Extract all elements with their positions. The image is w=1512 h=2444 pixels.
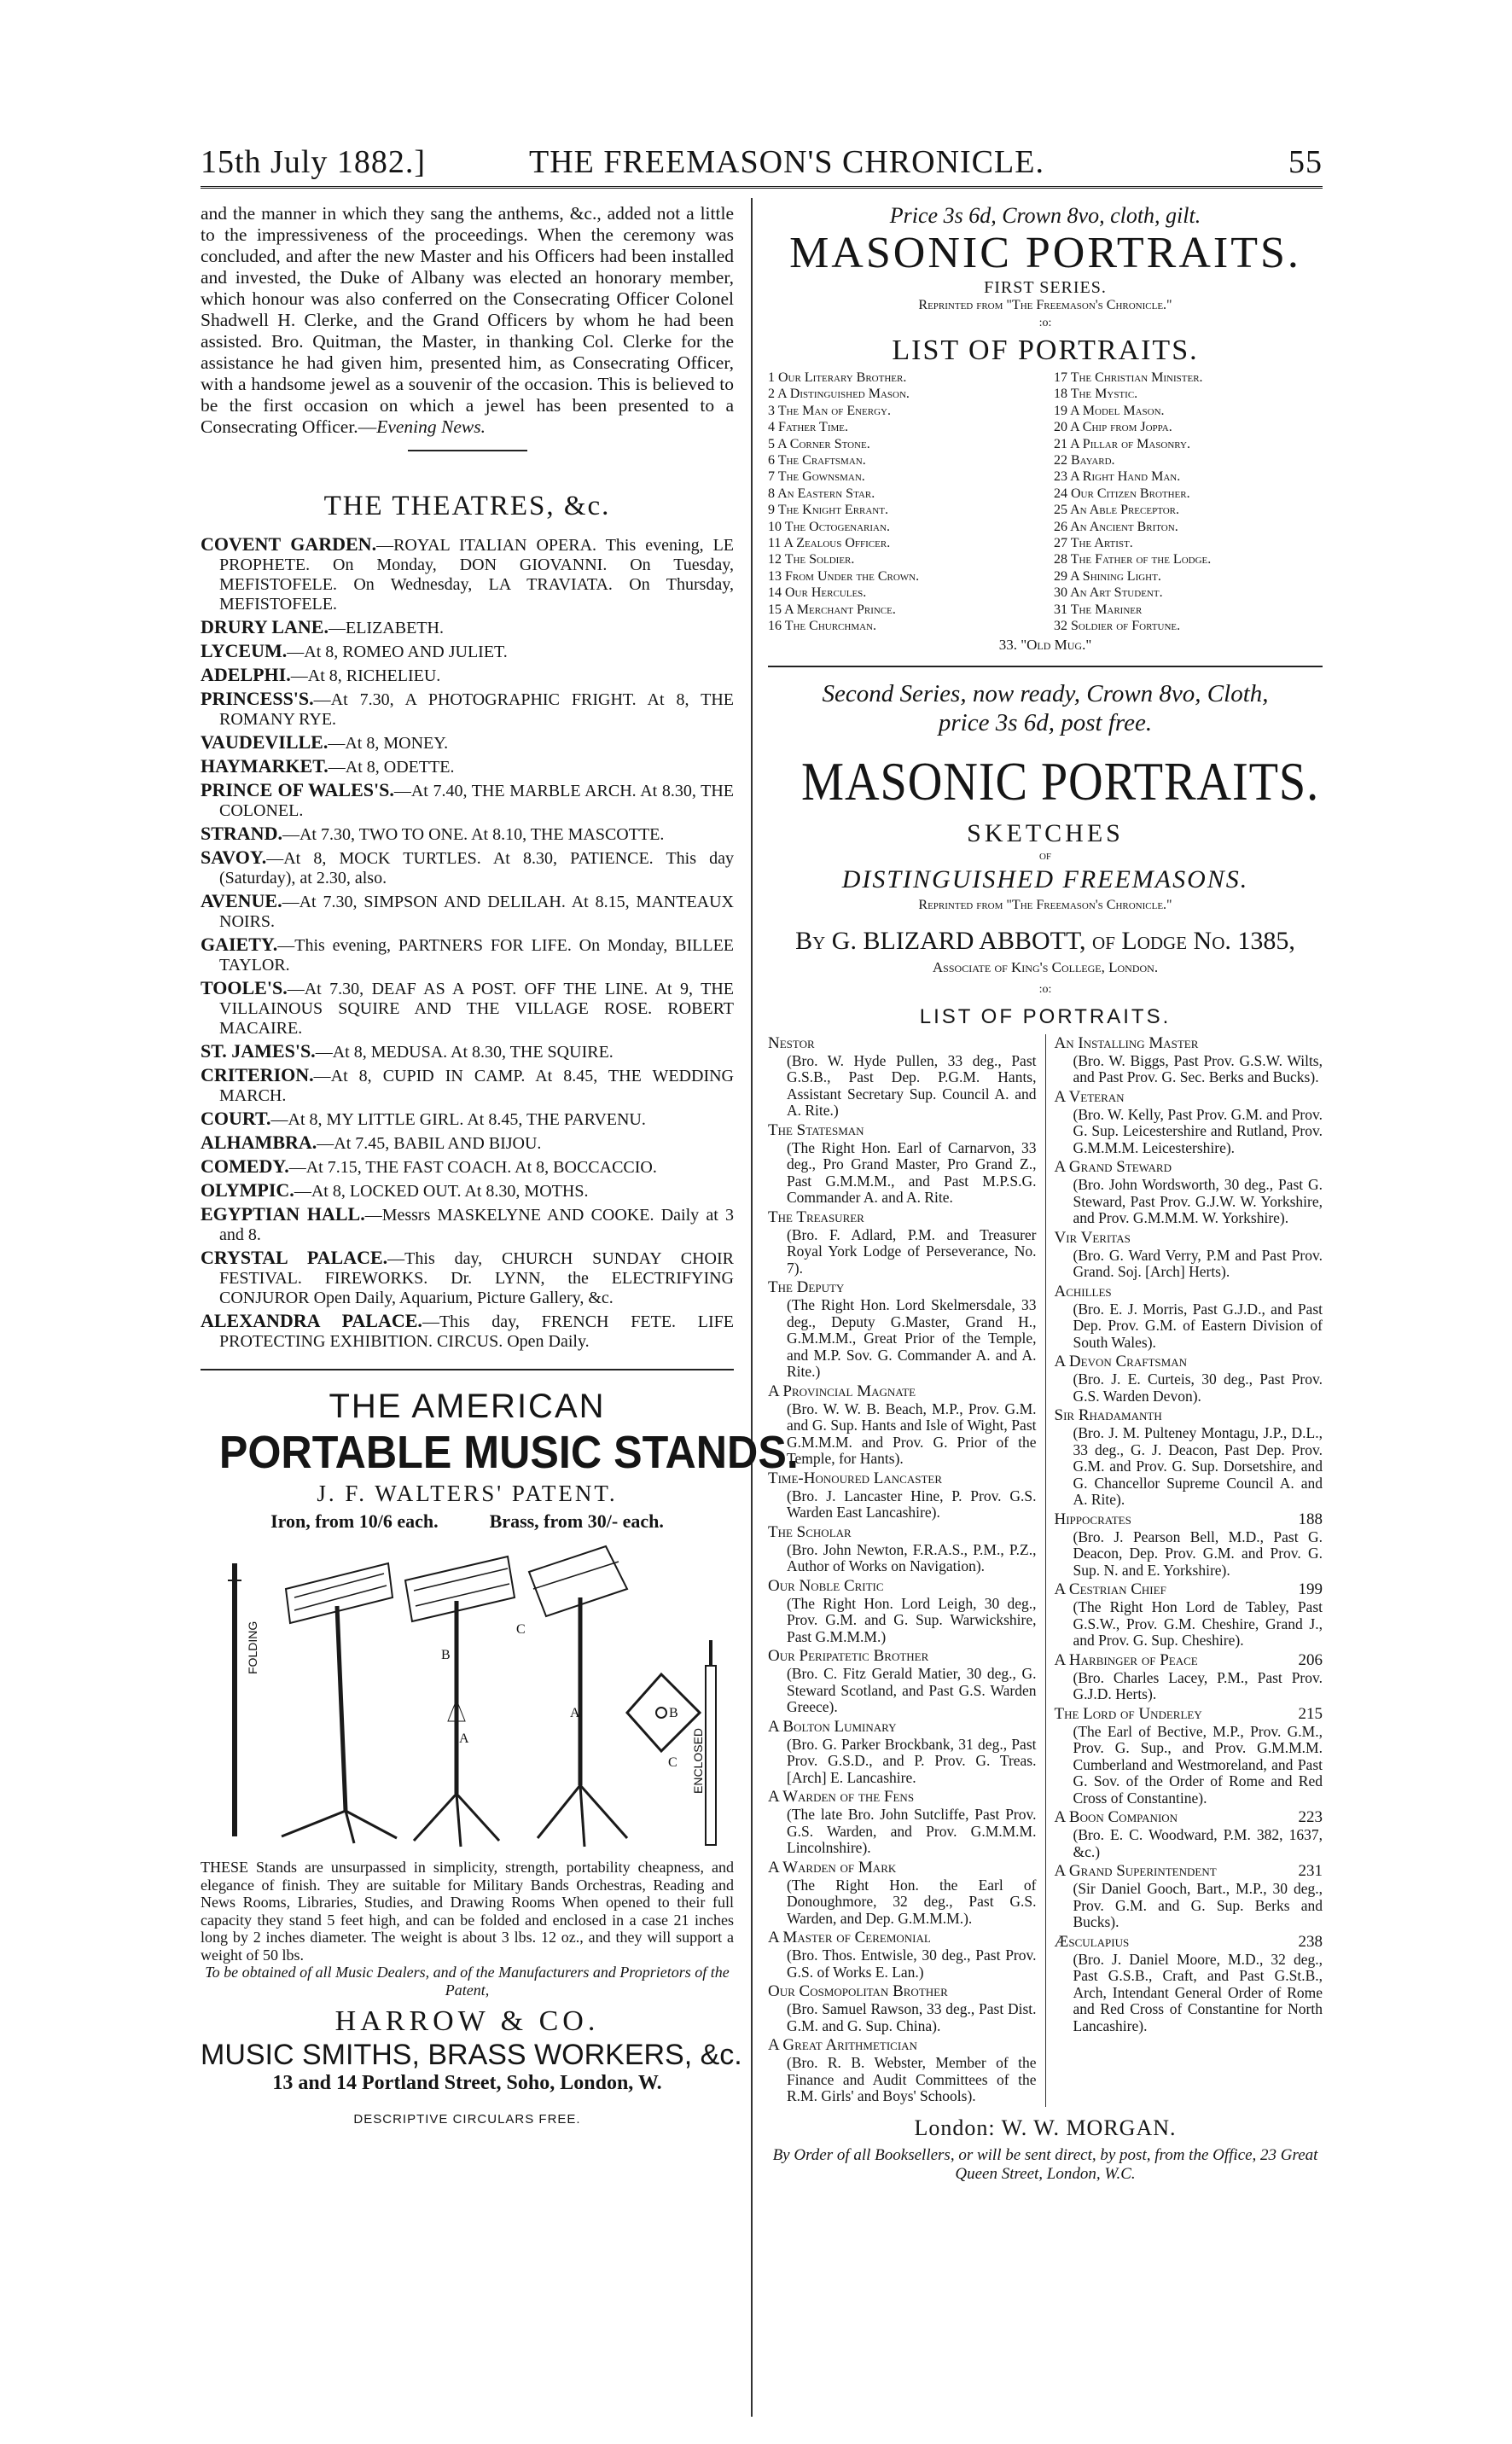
theatre-listing — [201, 641, 734, 662]
portrait-entry-name: Hippocrates — [1054, 1510, 1131, 1528]
portrait-list-item: 7 The Gownsman. — [768, 469, 865, 485]
theatre-listing — [201, 978, 734, 1039]
portrait-list-item: 4 Father Time. — [768, 420, 848, 435]
portrait-list-item: 23 A Right Hand Man. — [1054, 469, 1181, 485]
theatre-listing — [201, 534, 734, 614]
portrait-entry — [1055, 1229, 1323, 1281]
s2-of: OF — [1038, 851, 1052, 862]
theatre-programme: —ELIZABETH. — [328, 619, 444, 637]
theatre-programme: —This evening, PARTNERS FOR LIFE. On Monday, BILLEE TAYLOR. — [219, 936, 734, 975]
portrait-list-item: 30 An Art Student. — [1054, 585, 1163, 601]
s2-list — [768, 1034, 1323, 2107]
theatre-name: ST. JAMES'S. — [201, 1040, 316, 1062]
portrait-entry-name: A Warden of the Fens — [768, 1788, 915, 1806]
portrait-entry — [1055, 1088, 1323, 1157]
theatre-programme: —At 7.30, A PHOTOGRAPHIC FRIGHT. At 8, THE ROMANY RYE. — [219, 690, 734, 729]
theatre-listing — [201, 689, 734, 730]
portrait-entry-description: (Bro. Samuel Rawson, 33 deg., Past Dist. G.M. and G. Sup. China). — [787, 2000, 1037, 2034]
theatre-programme: —At 8, MONEY. — [328, 734, 449, 753]
portrait-entry-number: 238 — [1298, 1932, 1323, 1951]
s1-list-left — [768, 370, 1037, 635]
portrait-entry — [1055, 1406, 1323, 1509]
portrait-entry-name: Our Peripatetic Brother — [768, 1647, 929, 1665]
s1-list-title: LIST OF PORTRAITS. — [892, 335, 1199, 366]
portrait-entry-heading — [768, 1647, 1037, 1666]
portrait-list-item: 13 From Under the Crown. — [768, 568, 920, 584]
s1-title: MASONIC PORTRAITS. — [789, 229, 1301, 277]
column-divider — [751, 198, 753, 2417]
portrait-entry-heading — [1055, 1580, 1323, 1599]
portrait-entry-number: 223 — [1298, 1808, 1323, 1826]
portrait-entry-description: (Bro. W. Kelly, Past Prov. G.M. and Prov. G. Sup. Leicestershire and Rutland, Prov. G.M.M.M. Leicestershire). — [1073, 1105, 1323, 1156]
portrait-entry-heading — [1055, 1705, 1323, 1724]
theatre-programme: —At 8, MEDUSA. At 8.30, THE SQUIRE. — [315, 1043, 614, 1062]
theatre-listing — [201, 780, 734, 821]
portrait-entry-description: (Bro. G. Ward Verry, P.M and Past Prov. Grand. Soj. [Arch] Herts). — [1073, 1246, 1323, 1280]
ad-price-brass: Brass, from 30/- each. — [489, 1510, 664, 1532]
theatre-name: VAUDEVILLE. — [201, 731, 329, 753]
s2-order: By Order of all Booksellers, or will be sent direct, by post, from the Office, 23 Great Queen Street, London, W.C. — [772, 2145, 1318, 2183]
theatre-programme: —At 7.15, THE FAST COACH. At 8, BOCCACCIO. — [288, 1158, 657, 1177]
portrait-entry — [1055, 1580, 1323, 1650]
label-folding: FOLDING — [246, 1621, 259, 1674]
portrait-entry-heading — [768, 1982, 1037, 2001]
theatre-listing — [201, 1041, 734, 1062]
portrait-entry — [1055, 1283, 1323, 1352]
portrait-entry-heading — [768, 2036, 1037, 2055]
portrait-list-item: 17 The Christian Minister. — [1054, 370, 1203, 385]
ad-trade: MUSIC SMITHS, BRASS WORKERS, &c. — [201, 2039, 742, 2071]
portrait-entry-description: (The Earl of Bective, M.P., Prov. G.M., Prov. G. Sup., and Prov. G.M.M.M. Cumberland and Westmoreland, and Past G. Sov. of the Order of Rome and Red Cross of Constantine). — [1073, 1722, 1323, 1807]
stand-right — [529, 1546, 627, 1847]
portrait-entry-number: 188 — [1298, 1510, 1323, 1528]
portrait-entry — [768, 1788, 1037, 1857]
theatre-name: EGYPTIAN HALL. — [201, 1203, 365, 1225]
portrait-entry-description: (Bro. R. B. Webster, Member of the Finance and Audit Committees of the R.M. Girls' and Boys' Schools). — [787, 2054, 1037, 2104]
right-column — [768, 203, 1323, 2184]
portrait-list-item: 11 A Zealous Officer. — [768, 536, 891, 551]
portrait-entry-description: (Bro. J. Daniel Moore, M.D., 32 deg., Past G.S.B., Craft, and Past G.St.B., Arch, Intendant General Order of Rome and Red Cross of Constantine for North Lancashire). — [1073, 1950, 1323, 2034]
portrait-entry-description: (Bro. John Newton, F.R.A.S., P.M., P.Z., Author of Works on Navigation). — [787, 1540, 1037, 1574]
theatre-name: STRAND. — [201, 823, 282, 844]
portrait-entry-number: 231 — [1298, 1862, 1323, 1880]
theatre-listing — [201, 1156, 734, 1178]
portrait-list-item: 9 The Knight Errant. — [768, 503, 888, 518]
ad-prices — [201, 1510, 734, 1533]
s2-list-left — [768, 1034, 1046, 2107]
s2-publisher: London: W. W. MORGAN. — [914, 2115, 1177, 2140]
portrait-list-item: 3 The Man of Energy. — [768, 403, 891, 418]
s1-reprint: Reprinted from "The Freemason's Chronicle." — [918, 298, 1172, 312]
portrait-entry — [768, 1929, 1037, 1981]
portrait-entry-number: 215 — [1298, 1704, 1323, 1723]
portrait-entry-name: The Lord of Underley — [1054, 1704, 1202, 1723]
portrait-entry-description: (Bro. F. Adlard, P.M. and Treasurer Royal York Lodge of Perseverance, No. 7). — [787, 1225, 1037, 1277]
portrait-entry — [1055, 1034, 1323, 1086]
theatre-name: AVENUE. — [201, 890, 282, 911]
portrait-entry — [768, 2036, 1037, 2105]
theatre-programme: —At 8, ODETTE. — [328, 758, 455, 777]
portrait-entry-name: The Deputy — [768, 1278, 845, 1296]
portrait-entry-name: A Provincial Magnate — [768, 1382, 916, 1400]
portrait-list-item: 27 The Artist. — [1054, 536, 1133, 551]
portrait-entry-heading — [768, 1929, 1037, 1947]
theatre-name: COVENT GARDEN. — [201, 533, 377, 555]
portrait-list-item: 25 An Able Preceptor. — [1054, 503, 1179, 518]
portrait-entry-name: A Bolton Luminary — [768, 1717, 897, 1736]
portrait-list-item: 22 Bayard. — [1054, 453, 1115, 468]
s2-reprint: Reprinted from "The Freemason's Chronicle." — [918, 897, 1172, 912]
theatre-name: CRYSTAL PALACE. — [201, 1247, 388, 1268]
s2-title: MASONIC PORTRAITS. — [801, 750, 1320, 812]
theatre-listing — [201, 847, 734, 888]
portrait-entry — [768, 1469, 1037, 1522]
portrait-entry-description: (The Right Hon. Lord Leigh, 30 deg., Prov. G.M. and G. Sup. Warwickshire, Past G.M.M.M.) — [787, 1594, 1037, 1645]
portrait-entry — [768, 1121, 1037, 1207]
page-header — [201, 143, 1323, 186]
s1-list-right — [1037, 370, 1323, 635]
stand-left — [282, 1563, 397, 1843]
label-c: C — [516, 1622, 526, 1637]
portrait-list-item: 19 A Model Mason. — [1054, 403, 1165, 418]
theatre-listing — [201, 732, 734, 754]
portrait-list-item: 20 A Chip from Joppa. — [1054, 420, 1172, 435]
ad-address: 13 and 14 Portland Street, Soho, London, W. — [272, 2072, 662, 2094]
header-page-number: 55 — [1288, 144, 1323, 180]
portrait-entry-name: A Grand Superintendent — [1054, 1862, 1217, 1880]
intro-paragraph: and the manner in which they sang the anthems, &c., added not a little to the impressiveness of the proceedings. When the ceremony was concluded, and after the new Master and his Officers had been installed and invested, the Duke of Albany was elected an honorary member, which honour was also conferred on the Consecrating Officer Colonel Shadwell H. Clerke, and the Grand Officers by whom he had been assisted. Bro. Quitman, the Master, in thanking Col. Clerke for the assistance he had given him, presented him, as Consecrating Officer, with a handsome jewel as a souvenir of the occasion. This is believed to be the first occasion on which a jewel has been presented to a Consecrating Officer.—Evening News. — [201, 203, 734, 437]
theatre-listing — [201, 756, 734, 777]
portrait-entry-name: A Devon Craftsman — [1054, 1353, 1187, 1370]
theatre-programme: —At 8, LOCKED OUT. At 8.30, MOTHS. — [294, 1182, 589, 1201]
portrait-entry-description: (The late Bro. John Sutcliffe, Past Prov. G.S. Warden, and Prov. G.M.M.M. Lincolnshire). — [787, 1806, 1037, 1856]
theatre-name: PRINCE OF WALES'S. — [201, 779, 394, 800]
portrait-entry-description: (Bro. E. J. Morris, Past G.J.D., and Past Dep. Prov. G.M. of Eastern Division of South Wales). — [1073, 1300, 1323, 1351]
portrait-entry — [768, 1208, 1037, 1277]
portrait-entry-heading — [768, 1577, 1037, 1596]
portrait-entry-heading — [1055, 1510, 1323, 1529]
portrait-entry-name: A Grand Steward — [1054, 1158, 1172, 1176]
portrait-entry-description: (Bro. W. W. B. Beach, M.P., Prov. G.M. and G. Sup. Hants and Isle of Wight, Past G.M.M.M. and Prov. G. Prior of the Temple, for Hants). — [787, 1399, 1037, 1467]
portrait-entry-heading — [768, 1034, 1037, 1053]
theatre-name: DRURY LANE. — [201, 616, 329, 637]
intro-source: Evening News. — [376, 416, 486, 437]
portrait-entry-heading — [1055, 1808, 1323, 1827]
ad-line-patent: J. F. WALTERS' PATENT. — [317, 1481, 618, 1506]
portrait-entry-name: The Scholar — [768, 1522, 852, 1541]
portrait-entry-name: A Cestrian Chief — [1054, 1580, 1166, 1598]
portrait-list-item: 15 A Merchant Prince. — [768, 602, 896, 617]
theatre-programme: —At 8, MY LITTLE GIRL. At 8.45, THE PARVENU. — [270, 1110, 646, 1129]
theatre-name: CRITERION. — [201, 1064, 314, 1085]
theatre-listing — [201, 1065, 734, 1106]
theatre-name: TOOLE'S. — [201, 977, 288, 998]
portrait-entry-name: A Harbinger of Peace — [1054, 1650, 1198, 1669]
theatre-name: COMEDY. — [201, 1155, 289, 1177]
portrait-entry-name: A Great Arithmetician — [768, 2036, 917, 2054]
label-b: B — [441, 1648, 451, 1662]
s1-price: Price 3s 6d, Crown 8vo, cloth, gilt. — [889, 203, 1201, 228]
portrait-entry — [768, 1523, 1037, 1575]
portrait-entry-name: Sir Rhadamanth — [1054, 1406, 1162, 1424]
theatre-programme: —At 8, MOCK TURTLES. At 8.30, PATIENCE. This day (Saturday), at 2.30, also. — [219, 849, 734, 887]
ad-price-iron: Iron, from 10/6 each. — [270, 1510, 439, 1532]
portrait-entry — [768, 1859, 1037, 1928]
portrait-entry-name: A Boon Companion — [1054, 1808, 1178, 1826]
theatres-heading: THE THEATRES, &c. — [323, 491, 611, 521]
s2-author: By G. BLIZARD ABBOTT, of Lodge No. 1385, — [795, 926, 1295, 955]
portrait-entry — [1055, 1862, 1323, 1931]
portrait-list-item: 14 Our Hercules. — [768, 585, 867, 601]
portrait-list-item: 28 The Father of the Lodge. — [1054, 552, 1212, 567]
theatre-name: COURT. — [201, 1108, 271, 1129]
ad-body: THESE Stands are unsurpassed in simplicity, strength, portability cheapness, and elegance of finish. They are suitable for Military Bands Orchestras, Reading and News Rooms, Libraries, Studies, and Drawing Rooms When opened to their full capacity they stand 5 feet high, and can be folded and enclosed in a case 21 inches long by 2 inches diameter. The weight is about 3 lbs. 12 oz., and they will support a weight of 50 lbs. — [201, 1859, 734, 1964]
portrait-list-item: 8 An Eastern Star. — [768, 486, 875, 501]
s2-separator: :o: — [1038, 982, 1052, 996]
s1-rule — [768, 666, 1323, 667]
theatres-list — [201, 534, 734, 1352]
portrait-entry-heading — [768, 1788, 1037, 1807]
theatre-name: ADELPHI. — [201, 664, 291, 685]
portrait-entry-heading — [1055, 1353, 1323, 1371]
s2-intro1: Second Series, now ready, Crown 8vo, Cloth, — [822, 679, 1269, 707]
s1-sub: FIRST SERIES. — [984, 278, 1107, 297]
theatre-name: PRINCESS'S. — [201, 688, 314, 709]
portrait-list-item: 18 The Mystic. — [1054, 387, 1138, 402]
portrait-list-item: 6 The Craftsman. — [768, 453, 866, 468]
portrait-entry-heading — [768, 1469, 1037, 1488]
theatre-listing — [201, 891, 734, 932]
portrait-list-item: 32 Soldier of Fortune. — [1054, 619, 1181, 634]
portrait-entry — [1055, 1651, 1323, 1703]
theatre-listing — [201, 665, 734, 686]
portrait-entry-heading — [768, 1523, 1037, 1542]
intro-text: and the manner in which they sang the anthems, &c., added not a little to the impressiveness of the proceedings. When the ceremony was concluded, and after the new Master and his Officers had been installed and invested, the Duke of Albany was elected an honorary member, which honour was also conferred on the Consecrating Officer Colonel Shadwell H. Clerke, and the Grand Officers by whom he had been assisted. Bro. Quitman, the Master, in thanking Col. Clerke for the assistance he had given him, presented him, as Consecrating Officer, with a handsome jewel as a souvenir of the occasion. This is believed to be the first occasion on which a jewel has been presented to a Consecrating Officer. — [201, 203, 734, 437]
portrait-entry-description: (Bro. E. C. Woodward, P.M. 382, 1637, &c.) — [1073, 1826, 1323, 1860]
portrait-entry-description: (Bro. G. Parker Brockbank, 31 deg., Past Prov. G.S.D., and P. Prov. G. Treas. [Arch] E. Lancashire. — [787, 1735, 1037, 1786]
portrait-entry-number: 206 — [1298, 1650, 1323, 1669]
portrait-list-item: 12 The Soldier. — [768, 552, 855, 567]
theatre-listing — [201, 1204, 734, 1245]
portrait-entry-name: The Statesman — [768, 1120, 864, 1139]
portrait-entry-heading — [1055, 1651, 1323, 1670]
portrait-entry — [1055, 1933, 1323, 2035]
portrait-entry — [1055, 1808, 1323, 1860]
portrait-entry-description: (The Right Hon. Lord Skelmersdale, 33 deg., Deputy G.Master, Grand H., G.M.M.M., Great Prior of the Temple, and M.P. Sov. G. Commander A. and A. Rite.) — [787, 1296, 1037, 1380]
theatre-listing — [201, 934, 734, 975]
label-a-detail: A — [570, 1706, 580, 1720]
portrait-entry-heading — [1055, 1283, 1323, 1301]
theatre-name: GAIETY. — [201, 934, 278, 955]
theatre-programme: —At 7.45, BABIL AND BIJOU. — [317, 1134, 542, 1153]
stand-detail-diamond — [627, 1674, 700, 1751]
s2-assoc: Associate of King's College, London. — [932, 958, 1159, 975]
portrait-entry-heading — [1055, 1034, 1323, 1053]
portrait-entry-name: Æsculapius — [1054, 1932, 1130, 1951]
portrait-entry-name: A Master of Ceremonial — [768, 1929, 931, 1946]
theatre-programme: —At 8, ROMEO AND JULIET. — [287, 643, 508, 661]
theatre-listing — [201, 1109, 734, 1130]
portrait-entry-name: A Warden of Mark — [768, 1858, 897, 1877]
portrait-entry-name: The Treasurer — [768, 1207, 864, 1226]
theatre-programme: —At 7.30, DEAF AS A POST. OFF THE LINE. At 9, THE VILLAINOUS SQUIRE AND THE VILLAGE ROSE. ROBERT MACAIRE. — [219, 980, 734, 1038]
ad-firm: HARROW & CO. — [334, 2005, 600, 2037]
portrait-entry-number: 199 — [1298, 1580, 1323, 1598]
folding-stand — [228, 1563, 241, 1836]
portrait-entry-name: Achilles — [1054, 1282, 1112, 1301]
portrait-list-item: 31 The Mariner — [1054, 602, 1143, 617]
s1-separator: :o: — [1038, 317, 1052, 329]
portrait-entry-description: (Sir Daniel Gooch, Bart., M.P., 30 deg., Prov. G.M. and G. Sup. Berks and Bucks). — [1073, 1880, 1323, 1930]
theatre-listing — [201, 1248, 734, 1308]
music-stand-ad — [201, 1388, 799, 2127]
theatre-listing — [201, 1311, 734, 1352]
portrait-list-item: 5 A Corner Stone. — [768, 436, 870, 451]
theatre-name: ALHAMBRA. — [201, 1132, 317, 1153]
s2-list-title: LIST OF PORTRAITS. — [919, 1004, 1172, 1028]
theatre-name: LYCEUM. — [201, 640, 288, 661]
ad-line-american: THE AMERICAN — [329, 1388, 606, 1425]
portrait-entry — [768, 1278, 1037, 1381]
s1-list — [768, 370, 1323, 635]
portrait-entry-heading — [768, 1859, 1037, 1877]
portrait-entry — [1055, 1510, 1323, 1580]
portrait-entry-name: Vir Veritas — [1054, 1228, 1131, 1247]
theatre-listing — [201, 617, 734, 638]
portrait-entry-description: (The Right Hon. Earl of Carnarvon, 33 deg., Pro Grand Master, Pro Grand Z., Past G.M.M.M., and Past M.P.S.G. Commander A. and A. Rite. — [787, 1138, 1037, 1206]
theatre-programme: —This day, CHURCH SUNDAY CHOIR FESTIVAL. FIREWORKS. Dr. LYNN, the ELECTRIFYING CONJUROR Open Daily, Aquarium, Picture Gallery, &c. — [219, 1249, 734, 1307]
s2-distinguished: DISTINGUISHED FREEMASONS. — [841, 864, 1249, 893]
theatre-name: OLYMPIC. — [201, 1179, 294, 1201]
theatre-name: SAVOY. — [201, 847, 267, 868]
portrait-list-item: 16 The Churchman. — [768, 619, 876, 634]
portrait-entry-description: (Bro. John Wordsworth, 30 deg., Past G. Steward, Past Prov. G.J.W. W. Yorkshire, and Prov. G.M.M.M. W. Yorkshire). — [1073, 1176, 1323, 1226]
theatre-name: HAYMARKET. — [201, 755, 329, 777]
portrait-entry-heading — [768, 1208, 1037, 1227]
label-enclosed: ENCLOSED — [691, 1727, 705, 1794]
ad-body-obtained: To be obtained of all Music Dealers, and of the Manufacturers and Proprietors of the Patent, — [205, 1964, 730, 1999]
music-stands-illustration — [201, 1538, 734, 1853]
portrait-entry — [1055, 1705, 1323, 1807]
portrait-entry-description: (Bro. W. Biggs, Past Prov. G.S.W. Wilts, and Past Prov. G. Sec. Berks and Bucks). — [1073, 1051, 1323, 1085]
enclosed-case — [706, 1640, 716, 1845]
theatre-programme: —At 7.40, THE MARBLE ARCH. At 8.30, THE COLONEL. — [219, 782, 734, 820]
portrait-entry-heading — [1055, 1229, 1323, 1248]
portrait-list-item: 21 A Pillar of Masonry. — [1054, 436, 1190, 451]
portrait-entry-description: (Bro. J. Pearson Bell, M.D., Past G. Deacon, Dep. Prov. G.M. and Prov. G. Sup. N. and E. Yorkshire). — [1073, 1528, 1323, 1579]
portrait-list-item: 29 A Shining Light. — [1054, 568, 1161, 584]
portrait-entry-heading — [1055, 1406, 1323, 1425]
portrait-entry-heading — [1055, 1088, 1323, 1107]
portrait-entry-name: Time-Honoured Lancaster — [768, 1469, 943, 1487]
portrait-list-item: 26 An Ancient Briton. — [1054, 519, 1178, 534]
s2-sketches: SKETCHES — [967, 818, 1124, 847]
s2-list-right — [1046, 1034, 1323, 2107]
portrait-entry-description: (Bro. W. Hyde Pullen, 33 deg., Past G.S.B., Past Dep. P.G.M. Hants, Assistant Secretary Sup. Council A. and A. Rite.) — [787, 1051, 1037, 1119]
portrait-entry — [768, 1718, 1037, 1787]
header-title: THE FREEMASON'S CHRONICLE. — [529, 144, 1044, 180]
portrait-entry-heading — [1055, 1933, 1323, 1952]
portrait-entry-name: Nestor — [768, 1033, 815, 1052]
label-a: A — [459, 1731, 469, 1746]
portrait-entry — [768, 1647, 1037, 1716]
ad-line-portable: PORTABLE MUSIC STANDS. — [218, 1427, 799, 1478]
portrait-list-item: 1 Our Literary Brother. — [768, 370, 907, 385]
ad-circulars: DESCRIPTIVE CIRCULARS FREE. — [353, 2112, 581, 2127]
portrait-entry-description: (Bro. J. Lancaster Hine, P. Prov. G.S. Warden East Lancashire). — [787, 1487, 1037, 1521]
theatre-programme: —At 8, CUPID IN CAMP. At 8.45, THE WEDDING MARCH. — [219, 1067, 734, 1105]
theatre-listing — [201, 1132, 734, 1154]
theatre-programme: —At 7.30, SIMPSON AND DELILAH. At 8.15, MANTEAUX NOIRS. — [219, 893, 734, 931]
portrait-entry — [1055, 1353, 1323, 1405]
portrait-entry — [768, 1382, 1037, 1468]
portrait-entry-name: Our Noble Critic — [768, 1576, 884, 1595]
portrait-entry-heading — [1055, 1158, 1323, 1177]
s1-last: 33. "Old Mug." — [998, 636, 1092, 653]
portrait-entry-description: (The Right Hon. the Earl of Donoughmore, 32 deg., Past G.S. Warden, and Dep. G.M.M.M.). — [787, 1876, 1037, 1927]
ad-top-rule — [201, 1369, 734, 1370]
portrait-entry-description: (Bro. J. M. Pulteney Montagu, J.P., D.L., 33 deg., G. J. Deacon, Past Dep. Prov. G.M. and Prov. G. Sup. Dorsetshire, and G. Chancellor Supreme Council A. and A. Rite). — [1073, 1424, 1323, 1508]
portrait-entry — [768, 1982, 1037, 2034]
portrait-entry — [1055, 1158, 1323, 1227]
header-rule — [201, 186, 1323, 189]
theatre-name: ALEXANDRA PALACE. — [201, 1310, 422, 1331]
portrait-entry-heading — [768, 1382, 1037, 1401]
portrait-entry-description: (The Right Hon Lord de Tabley, Past G.S.W., Prov. G.M. Cheshire, Grand J., and Prov. G. Sup. Cheshire). — [1073, 1598, 1323, 1649]
portrait-entry-description: (Bro. J. E. Curteis, 30 deg., Past Prov. G.S. Warden Devon). — [1073, 1370, 1323, 1405]
portrait-list-item: 24 Our Citizen Brother. — [1054, 486, 1190, 501]
portrait-entry-name: An Installing Master — [1054, 1033, 1199, 1052]
theatre-programme: —ROYAL ITALIAN OPERA. This evening, LE PROPHETE. On Monday, DON GIOVANNI. On Tuesday, MEFISTOFELE. On Wednesday, LA TRAVIATA. On Thursday, MEFISTOFELE. — [219, 536, 735, 614]
portrait-entry-heading — [1055, 1862, 1323, 1881]
short-rule — [408, 450, 527, 451]
portrait-entry-heading — [768, 1278, 1037, 1297]
header-date: 15th July 1882.] — [201, 144, 427, 180]
portrait-entry-name: A Veteran — [1054, 1087, 1125, 1106]
theatre-programme: —Messrs MASKELYNE AND COOKE. Daily at 3 and 8. — [219, 1206, 734, 1244]
theatre-listing — [201, 1180, 734, 1202]
portrait-entry — [768, 1577, 1037, 1646]
theatre-programme: —This day, FRENCH FETE. LIFE PROTECTING EXHIBITION. CIRCUS. Open Daily. — [219, 1312, 735, 1351]
theatre-listing — [201, 823, 734, 845]
portrait-entry-description: (Bro. Thos. Entwisle, 30 deg., Past Prov. G.S. of Works E. Lan.) — [787, 1946, 1037, 1981]
portrait-entry-description: (Bro. C. Fitz Gerald Matier, 30 deg., G. Steward Scotland, and Past G.S. Warden Greece). — [787, 1665, 1037, 1715]
portrait-entry-heading — [768, 1718, 1037, 1737]
label-c-detail: C — [668, 1755, 677, 1770]
s2-intro2: price 3s 6d, post free. — [938, 708, 1153, 736]
portrait-entry — [768, 1034, 1037, 1120]
stand-middle — [405, 1557, 515, 1847]
portrait-entry-heading — [768, 1121, 1037, 1140]
label-b-detail: B — [669, 1706, 678, 1720]
portrait-entry-name: Our Cosmopolitan Brother — [768, 1982, 948, 2000]
portrait-list-item: 2 A Distinguished Mason. — [768, 387, 910, 402]
theatre-programme: —At 8, RICHELIEU. — [290, 666, 441, 685]
portrait-entry-description: (Bro. Charles Lacey, P.M., Past Prov. G.J.D. Herts). — [1073, 1668, 1323, 1702]
theatre-programme: —At 7.30, TWO TO ONE. At 8.10, THE MASCOTTE. — [282, 825, 665, 844]
portrait-list-item: 10 The Octogenarian. — [768, 519, 890, 534]
